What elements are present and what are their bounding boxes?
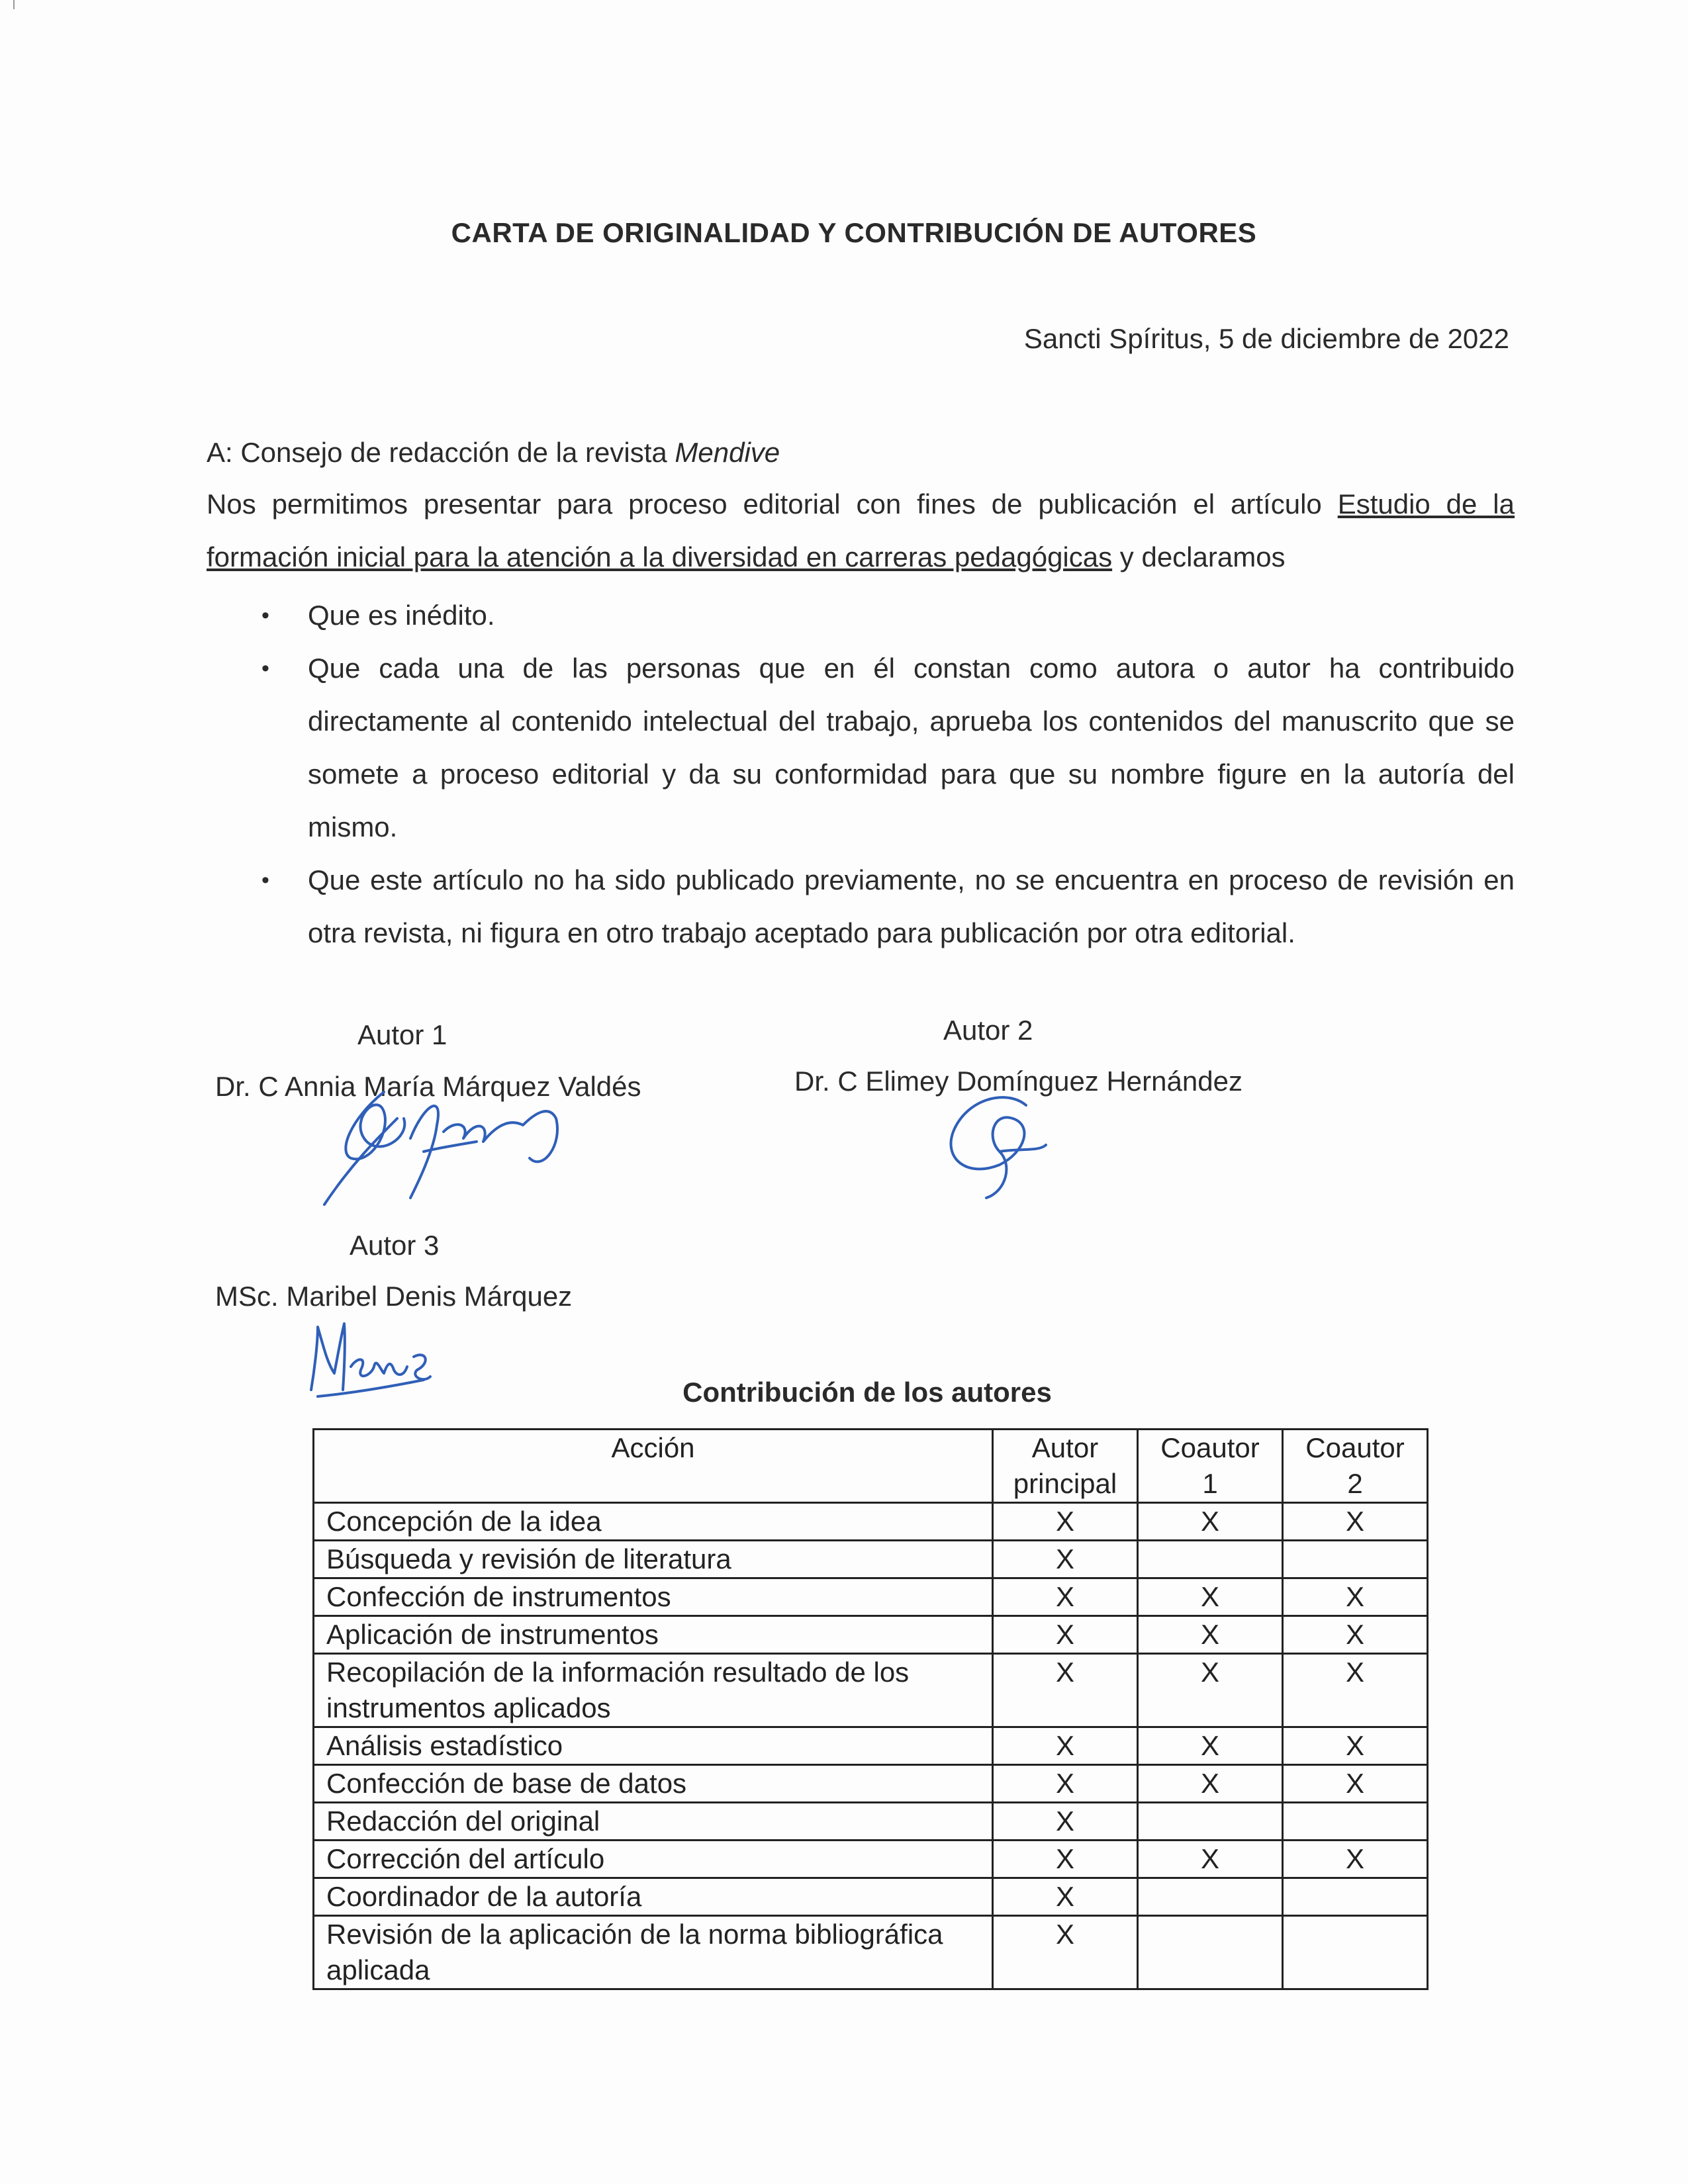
action-cell: Confección de instrumentos — [314, 1578, 993, 1616]
mark-cell: X — [993, 1916, 1138, 1989]
mark-cell — [1138, 1916, 1283, 1989]
author-2-name: Dr. C Elimey Domínguez Hernández — [794, 1066, 1243, 1097]
table-header-row — [314, 1430, 1428, 1503]
declaration-item: • Que es inédito. — [261, 589, 1515, 642]
declarations-list — [261, 589, 1515, 960]
declaration-item: • Que cada una de las personas que en él constan como autora o autor ha contribuido directamente al contenido intelectual del trabajo, aprueba los contenidos del manuscrito que se somete a proceso editorial y da su conformidad para que su nombre figure en la autoría del mismo. — [261, 642, 1515, 854]
addressee-prefix: A: Consejo de redacción de la revista — [207, 437, 675, 468]
action-cell: Coordinador de la autoría — [314, 1878, 993, 1916]
mark-cell: X — [993, 1878, 1138, 1916]
mark-cell: X — [993, 1654, 1138, 1727]
mark-cell — [1283, 1878, 1428, 1916]
table-row — [314, 1616, 1428, 1654]
table-row — [314, 1654, 1428, 1727]
action-cell: Recopilación de la información resultado de los instrumentos aplicados — [314, 1654, 993, 1727]
table-row — [314, 1841, 1428, 1878]
mark-cell: X — [993, 1503, 1138, 1541]
addressee — [207, 437, 780, 469]
table-row — [314, 1803, 1428, 1841]
action-cell: Confección de base de datos — [314, 1765, 993, 1803]
table-title: Contribución de los autores — [682, 1377, 1052, 1408]
intro-after: y declaramos — [1112, 541, 1286, 572]
author-1-signature — [311, 1079, 589, 1211]
mark-cell: X — [993, 1841, 1138, 1878]
mark-cell: X — [1138, 1765, 1283, 1803]
action-cell: Análisis estadístico — [314, 1727, 993, 1765]
date-line: Sancti Spíritus, 5 de diciembre de 2022 — [1023, 323, 1509, 354]
article-title: Estudio de la formación inicial para la atención a la diversidad en carreras pedagógicas — [207, 488, 1515, 572]
author-2-label: Autor 2 — [943, 1015, 1033, 1046]
author-3-label: Autor 3 — [350, 1230, 440, 1261]
table-row — [314, 1765, 1428, 1803]
mark-cell: X — [993, 1765, 1138, 1803]
action-cell: Búsqueda y revisión de literatura — [314, 1541, 993, 1578]
mark-cell: X — [1283, 1765, 1428, 1803]
mark-cell: X — [1283, 1578, 1428, 1616]
mark-cell — [1138, 1541, 1283, 1578]
mark-cell — [1283, 1916, 1428, 1989]
intro-before: Nos permitimos presentar para proceso editorial con fines de publicación el artículo — [207, 488, 1338, 520]
mark-cell — [1283, 1803, 1428, 1841]
action-cell: Concepción de la idea — [314, 1503, 993, 1541]
table-row — [314, 1503, 1428, 1541]
action-cell: Redacción del original — [314, 1803, 993, 1841]
mark-cell: X — [993, 1578, 1138, 1616]
intro-paragraph — [207, 478, 1515, 584]
mark-cell: X — [1138, 1616, 1283, 1654]
table-row — [314, 1578, 1428, 1616]
mark-cell — [1138, 1803, 1283, 1841]
mark-cell: X — [993, 1803, 1138, 1841]
mark-cell: X — [1138, 1841, 1283, 1878]
author-3-name: MSc. Maribel Denis Márquez — [215, 1281, 573, 1312]
mark-cell: X — [1283, 1727, 1428, 1765]
mark-cell: X — [993, 1727, 1138, 1765]
mark-cell: X — [1283, 1503, 1428, 1541]
author-2-signature — [927, 1085, 1059, 1205]
mark-cell: X — [1283, 1616, 1428, 1654]
mark-cell: X — [1138, 1727, 1283, 1765]
author-1-label: Autor 1 — [357, 1019, 447, 1050]
contribution-table — [312, 1428, 1429, 1990]
mark-cell — [1283, 1541, 1428, 1578]
table-row — [314, 1727, 1428, 1765]
scan-mark — [13, 0, 15, 9]
mark-cell: X — [993, 1541, 1138, 1578]
mark-cell: X — [993, 1616, 1138, 1654]
mark-cell: X — [1138, 1503, 1283, 1541]
mark-cell: X — [1283, 1654, 1428, 1727]
journal-name: Mendive — [675, 437, 780, 468]
author-1-name: Dr. C Annia María Márquez Valdés — [215, 1071, 641, 1102]
table-row — [314, 1878, 1428, 1916]
mark-cell: X — [1138, 1578, 1283, 1616]
mark-cell: X — [1283, 1841, 1428, 1878]
page-title: CARTA DE ORIGINALIDAD Y CONTRIBUCIÓN DE AUTORES — [451, 217, 1257, 248]
mark-cell — [1138, 1878, 1283, 1916]
header-autor-principal: Autor principal — [993, 1430, 1138, 1503]
header-coautor-2: Coautor 2 — [1283, 1430, 1428, 1503]
table-row — [314, 1541, 1428, 1578]
action-cell: Aplicación de instrumentos — [314, 1616, 993, 1654]
declaration-item: • Que este artículo no ha sido publicado previamente, no se encuentra en proceso de revisión en otra revista, ni figura en otro trabajo aceptado para publicación por otra editorial. — [261, 854, 1515, 960]
action-cell: Corrección del artículo — [314, 1841, 993, 1878]
header-accion: Acción — [314, 1430, 993, 1503]
header-coautor-1: Coautor 1 — [1138, 1430, 1283, 1503]
table-row — [314, 1916, 1428, 1989]
action-cell: Revisión de la aplicación de la norma bibliográfica aplicada — [314, 1916, 993, 1989]
mark-cell: X — [1138, 1654, 1283, 1727]
